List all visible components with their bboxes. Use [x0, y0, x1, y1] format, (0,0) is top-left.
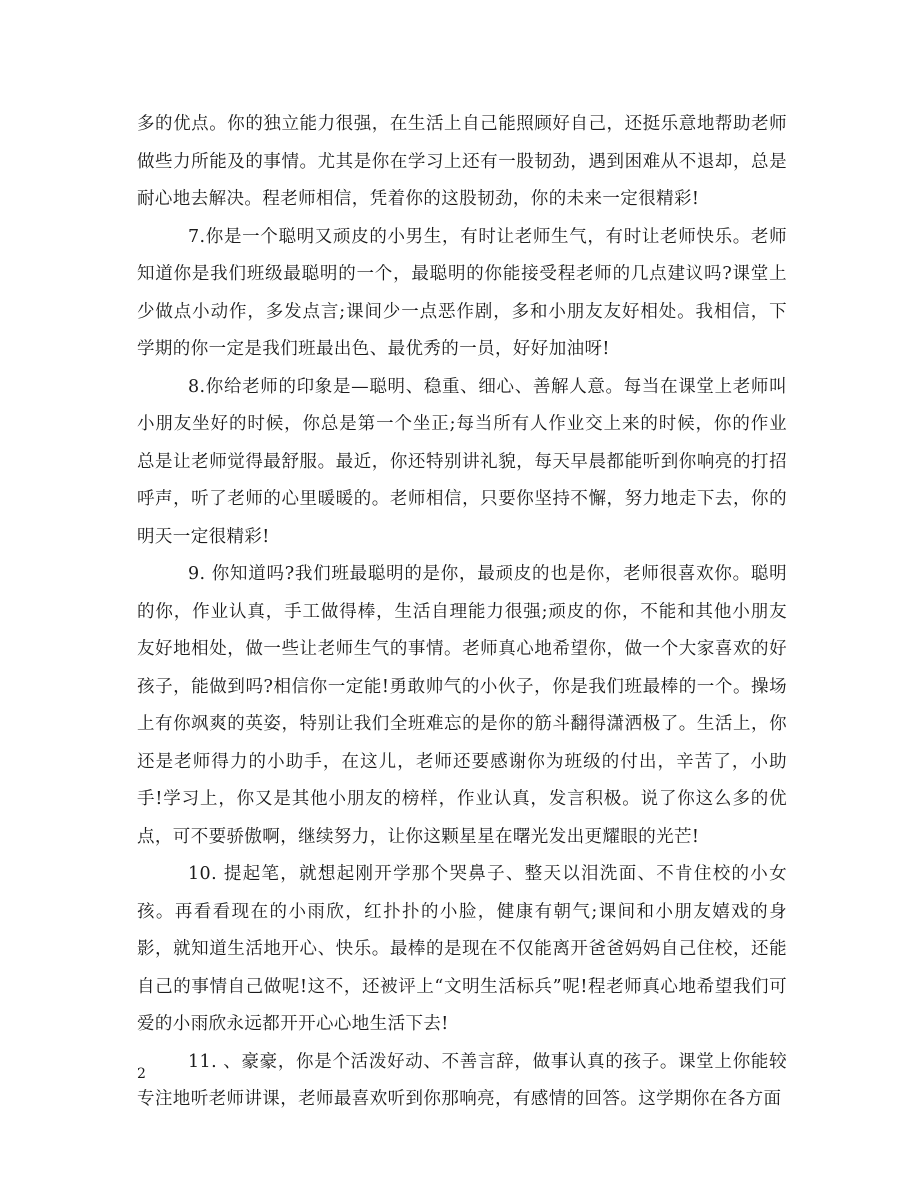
paragraph-6: 11. 、豪豪，你是个活泼好动、不善言辞，做事认真的孩子。课堂上你能较专注地听老师讲课，老师最喜欢听到你那响亮，有感情的回答。这学期你在各方面	[137, 1051, 787, 1109]
paragraph-5: 10. 提起笔，就想起刚开学那个哭鼻子、整天以泪洗面、不肯住校的小女孩。再看看现在的小雨欣，红扑扑的小脸，健康有朝气;课间和小朋友嬉戏的身影，就知道生活地开心、快乐。最棒的是现在不仅能离开爸爸妈妈自己住校，还能自己的事情自己做呢!这不，还被评上“文明生活标兵”呢!程老师真心地希望我们可爱的小雨欣永远都开开心心地生活下去!	[137, 864, 787, 1034]
paragraph-4: 9. 你知道吗?我们班最聪明的是你，最顽皮的也是你，老师很喜欢你。聪明的你，作业认真，手工做得棒，生活自理能力很强;顽皮的你，不能和其他小朋友友好地相处，做一些让老师生气的事情。老师真心地希望你，做一个大家喜欢的好孩子，能做到吗?相信你一定能!勇敢帅气的小伙子，你是我们班最棒的一个。操场上有你飒爽的英姿，特别让我们全班难忘的是你的筋斗翻得潇洒极了。生活上，你还是老师得力的小助手，在这儿，老师还要感谢你为班级的付出，辛苦了，小助手!学习上，你又是其他小朋友的榜样，作业认真，发言积极。说了你这么多的优点，可不要骄傲啊，继续努力，让你这颗星星在曙光发出更耀眼的光芒!	[137, 564, 787, 847]
document-body	[137, 106, 787, 1119]
page-number: 2	[137, 1066, 146, 1082]
paragraph-1: 多的优点。你的独立能力很强，在生活上自己能照顾好自己，还挺乐意地帮助老师做些力所能及的事情。尤其是你在学习上还有一股韧劲，遇到困难从不退却，总是耐心地去解决。程老师相信，凭着你的这股韧劲，你的未来一定很精彩!	[137, 114, 787, 209]
paragraph-2: 7.你是一个聪明又顽皮的小男生，有时让老师生气，有时让老师快乐。老师知道你是我们班级最聪明的一个，最聪明的你能接受程老师的几点建议吗?课堂上少做点小动作，多发点言;课间少一点恶作剧，多和小朋友友好相处。我相信，下学期的你一定是我们班最出色、最优秀的一员，好好加油呀!	[137, 226, 787, 359]
paragraph-3: 8.你给老师的印象是—聪明、稳重、细心、善解人意。每当在课堂上老师叫小朋友坐好的时候，你总是第一个坐正;每当所有人作业交上来的时候，你的作业总是让老师觉得最舒服。最近，你还特别讲礼貌，每天早晨都能听到你响亮的打招呼声，听了老师的心里暖暖的。老师相信，只要你坚持不懈，努力地走下去，你的明天一定很精彩!	[137, 376, 787, 547]
